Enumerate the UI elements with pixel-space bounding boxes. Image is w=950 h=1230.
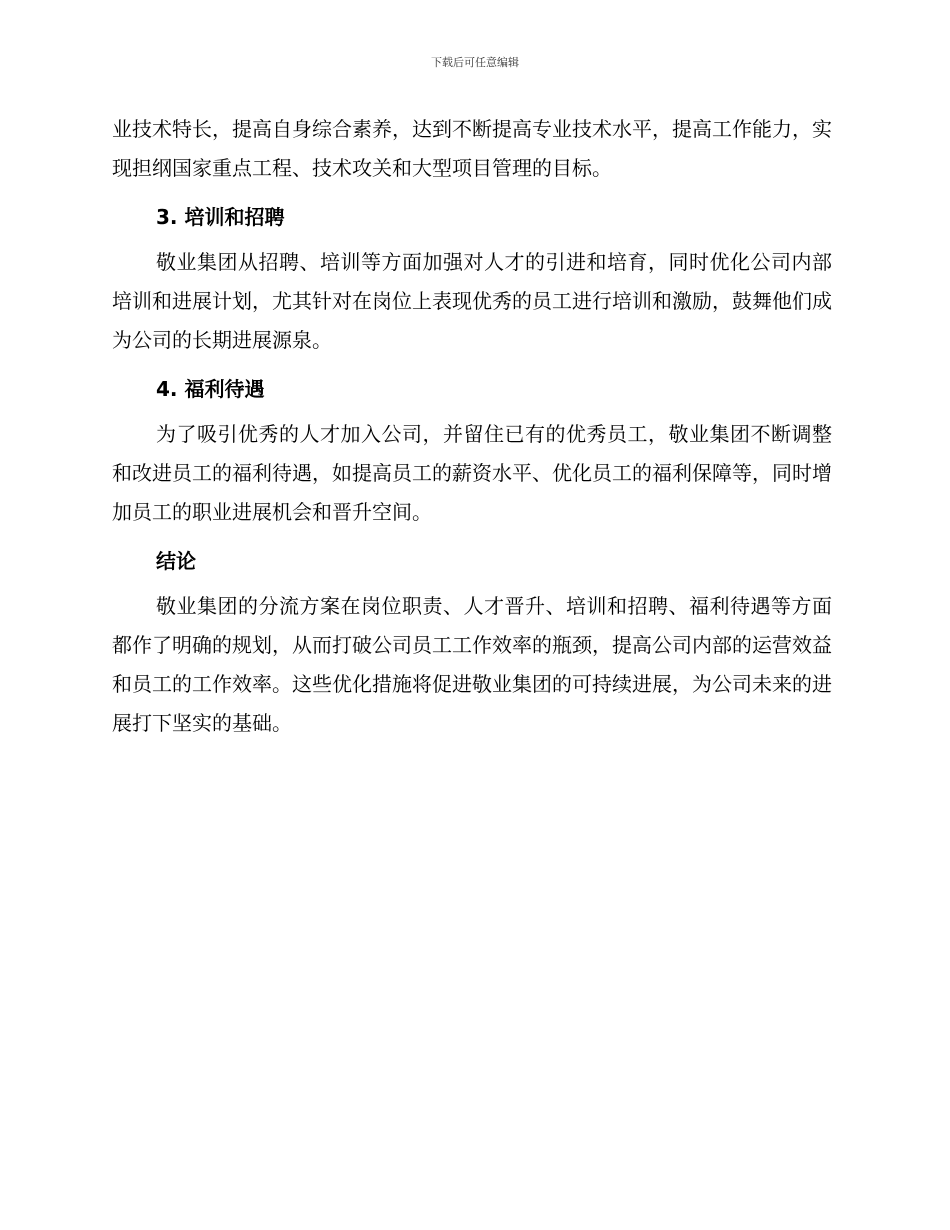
page-header: 下载后可任意编辑 xyxy=(431,56,519,69)
paragraph-conclusion: 敬业集团的分流方案在岗位职责、人才晋升、培训和招聘、福利待遇等方面都作了明确的规划，从而打破公司员工工作效率的瓶颈，提高公司内部的运营效益和员工的工作效率。这些优化措施将促进敬业集团的可持续进展，为公司未来的进展打下坚实的基础。 xyxy=(112,594,832,735)
section-heading-training-recruitment: 3. 培训和招聘 xyxy=(156,205,285,229)
paragraph-training-recruitment: 敬业集团从招聘、培训等方面加强对人才的引进和培育，同时优化公司内部培训和进展计划，尤其针对在岗位上表现优秀的员工进行培训和激励，鼓舞他们成为公司的长期进展源泉。 xyxy=(112,250,832,352)
section-heading-benefits: 4. 福利待遇 xyxy=(156,377,265,401)
document-body xyxy=(112,110,832,743)
section-heading-conclusion: 结论 xyxy=(156,549,196,573)
continued-paragraph: 业技术特长，提高自身综合素养，达到不断提高专业技术水平，提高工作能力，实现担纲国家重点工程、技术攻关和大型项目管理的目标。 xyxy=(112,117,832,180)
paragraph-benefits: 为了吸引优秀的人才加入公司，并留住已有的优秀员工，敬业集团不断调整和改进员工的福利待遇，如提高员工的薪资水平、优化员工的福利保障等，同时增加员工的职业进展机会和晋升空间。 xyxy=(112,422,832,524)
